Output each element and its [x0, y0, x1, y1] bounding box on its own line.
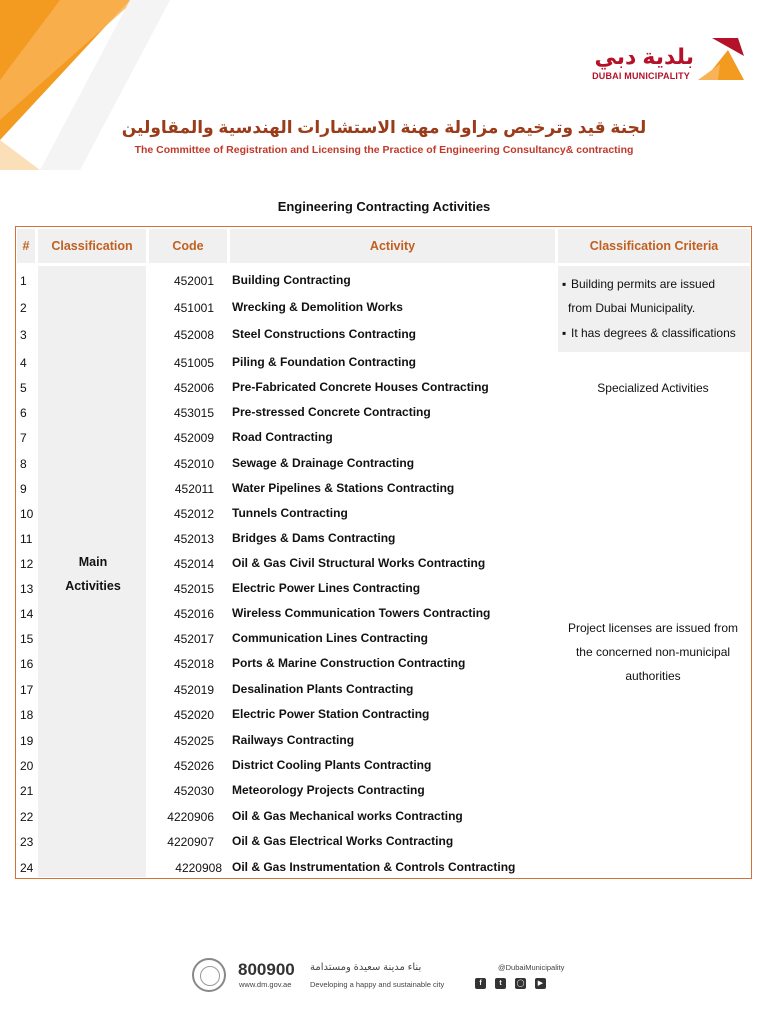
row-code: 452013 [173, 532, 214, 546]
row-activity: Road Contracting [232, 430, 333, 444]
row-number: 9 [20, 482, 27, 496]
row-number: 22 [20, 810, 34, 824]
row-activity: Ports & Marine Construction Contracting [232, 656, 466, 670]
footer-tagline-english: Developing a happy and sustainable city [310, 980, 445, 989]
row-code: 4220906 [167, 810, 214, 824]
row-activity: Electric Power Lines Contracting [232, 581, 421, 595]
header-code: Code [149, 229, 227, 263]
criteria-bullet-1-line-2: from Dubai Municipality. [568, 301, 696, 315]
row-code: 452017 [173, 632, 214, 646]
row-code: 452018 [173, 657, 214, 671]
row-number: 10 [20, 507, 34, 521]
row-activity: District Cooling Plants Contracting [232, 758, 432, 772]
header-classification: Classification [38, 229, 146, 263]
classification-line-2: Activities [65, 579, 121, 593]
header-activity: Activity [230, 229, 555, 263]
row-activity: Oil & Gas Mechanical works Contracting [232, 809, 463, 823]
row-activity: Wireless Communication Towers Contracting [232, 606, 491, 620]
bullet-icon: ▪ [562, 277, 567, 291]
criteria-bullet-2: It has degrees & classifications [571, 326, 736, 340]
row-number: 24 [20, 861, 34, 875]
row-number: 17 [20, 683, 34, 697]
row-code: 452010 [173, 457, 214, 471]
row-activity: Sewage & Drainage Contracting [232, 456, 415, 470]
row-number: 4 [20, 356, 27, 370]
criteria-bullet-1-line-1: Building permits are issued [571, 277, 716, 291]
footer-tagline-arabic: بناء مدينة سعيدة ومستدامة [310, 962, 422, 973]
row-activity: Oil & Gas Civil Structural Works Contracting [232, 556, 486, 570]
row-code: 452006 [173, 381, 214, 395]
classification-line-1: Main [78, 555, 108, 569]
row-number: 23 [20, 835, 34, 849]
criteria-project-line-2: the concerned non-municipal [575, 645, 731, 659]
row-code: 452030 [173, 784, 214, 798]
row-number: 11 [20, 532, 33, 546]
youtube-icon[interactable]: ▶ [535, 978, 546, 989]
instagram-icon[interactable]: ◯ [516, 980, 525, 987]
table-title: Engineering Contracting Activities [277, 199, 491, 214]
row-code: 4220907 [167, 835, 214, 849]
row-number: 14 [20, 607, 34, 621]
emblem-icon [192, 958, 226, 992]
criteria-project-line-1: Project licenses are issued from [567, 621, 739, 635]
row-code: 451001 [173, 301, 214, 315]
row-code: 452011 [174, 482, 214, 496]
row-number: 21 [20, 784, 34, 798]
criteria-specialized: Specialized Activities [597, 381, 709, 395]
row-number: 8 [20, 457, 27, 471]
row-code: 452001 [173, 274, 214, 288]
bullet-icon: ▪ [562, 326, 567, 340]
footer-phone: 800900 [238, 960, 295, 979]
row-number: 2 [20, 301, 27, 315]
committee-title-arabic: لجنة قيد وترخيص مزاولة مهنة الاستشارات الهندسية والمقاولين [121, 118, 647, 137]
row-number: 3 [20, 328, 27, 342]
criteria-project-line-3: authorities [625, 669, 681, 683]
row-code: 452025 [173, 734, 214, 748]
row-code: 452016 [173, 607, 214, 621]
row-code: 452020 [173, 708, 214, 722]
row-activity: Water Pipelines & Stations Contracting [232, 481, 455, 495]
row-number: 12 [20, 557, 34, 571]
row-number: 6 [20, 406, 27, 420]
row-number: 18 [20, 708, 34, 722]
row-activity: Communication Lines Contracting [232, 631, 429, 645]
header-num: # [17, 229, 35, 263]
twitter-icon[interactable]: t [495, 978, 506, 989]
row-number: 13 [20, 582, 34, 596]
row-number: 20 [20, 759, 34, 773]
row-code: 452019 [173, 683, 214, 697]
logo-english-text: DUBAI MUNICIPALITY [592, 71, 690, 81]
row-number: 5 [20, 381, 27, 395]
row-activity: Railways Contracting [232, 733, 355, 747]
row-activity: Oil & Gas Instrumentation & Controls Contracting [232, 860, 516, 874]
footer [192, 958, 565, 998]
row-activity: Piling & Foundation Contracting [232, 355, 416, 369]
footer-website: www.dm.gov.ae [239, 980, 292, 989]
row-activity: Tunnels Contracting [232, 506, 348, 520]
logo-mark-icon [698, 36, 746, 82]
row-code: 452026 [173, 759, 214, 773]
row-code: 453015 [173, 406, 214, 420]
row-activity: Oil & Gas Electrical Works Contracting [232, 834, 454, 848]
footer-social-handle: @DubaiMunicipality [498, 963, 565, 972]
row-number: 1 [20, 274, 27, 288]
row-number: 19 [20, 734, 34, 748]
row-code: 4220908 [175, 861, 222, 875]
row-activity: Pre-stressed Concrete Contracting [232, 405, 431, 419]
row-code: 452008 [173, 328, 214, 342]
row-activity: Desalination Plants Contracting [232, 682, 414, 696]
facebook-icon[interactable]: f [475, 978, 486, 989]
row-activity: Steel Constructions Contracting [232, 327, 417, 341]
row-code: 451005 [173, 356, 214, 370]
logo-arabic-text: بلدية دبي [594, 44, 694, 69]
classification-main-activities [40, 550, 146, 598]
row-number: 16 [20, 657, 34, 671]
row-number: 7 [20, 431, 27, 445]
row-activity: Pre-Fabricated Concrete Houses Contracting [232, 380, 489, 394]
row-activity: Building Contracting [232, 273, 351, 287]
row-code: 452015 [173, 582, 214, 596]
row-activity: Meteorology Projects Contracting [232, 783, 425, 797]
row-activity: Wrecking & Demolition Works [232, 300, 403, 314]
header-criteria: Classification Criteria [558, 229, 750, 263]
row-code: 452009 [173, 431, 214, 445]
row-code: 452014 [173, 557, 214, 571]
row-activity: Electric Power Station Contracting [232, 707, 430, 721]
committee-title-english: The Committee of Registration and Licensing the Practice of Engineering Consultancy& contracting [134, 144, 634, 156]
row-activity: Bridges & Dams Contracting [232, 531, 396, 545]
row-number: 15 [20, 632, 34, 646]
row-code: 452012 [173, 507, 214, 521]
